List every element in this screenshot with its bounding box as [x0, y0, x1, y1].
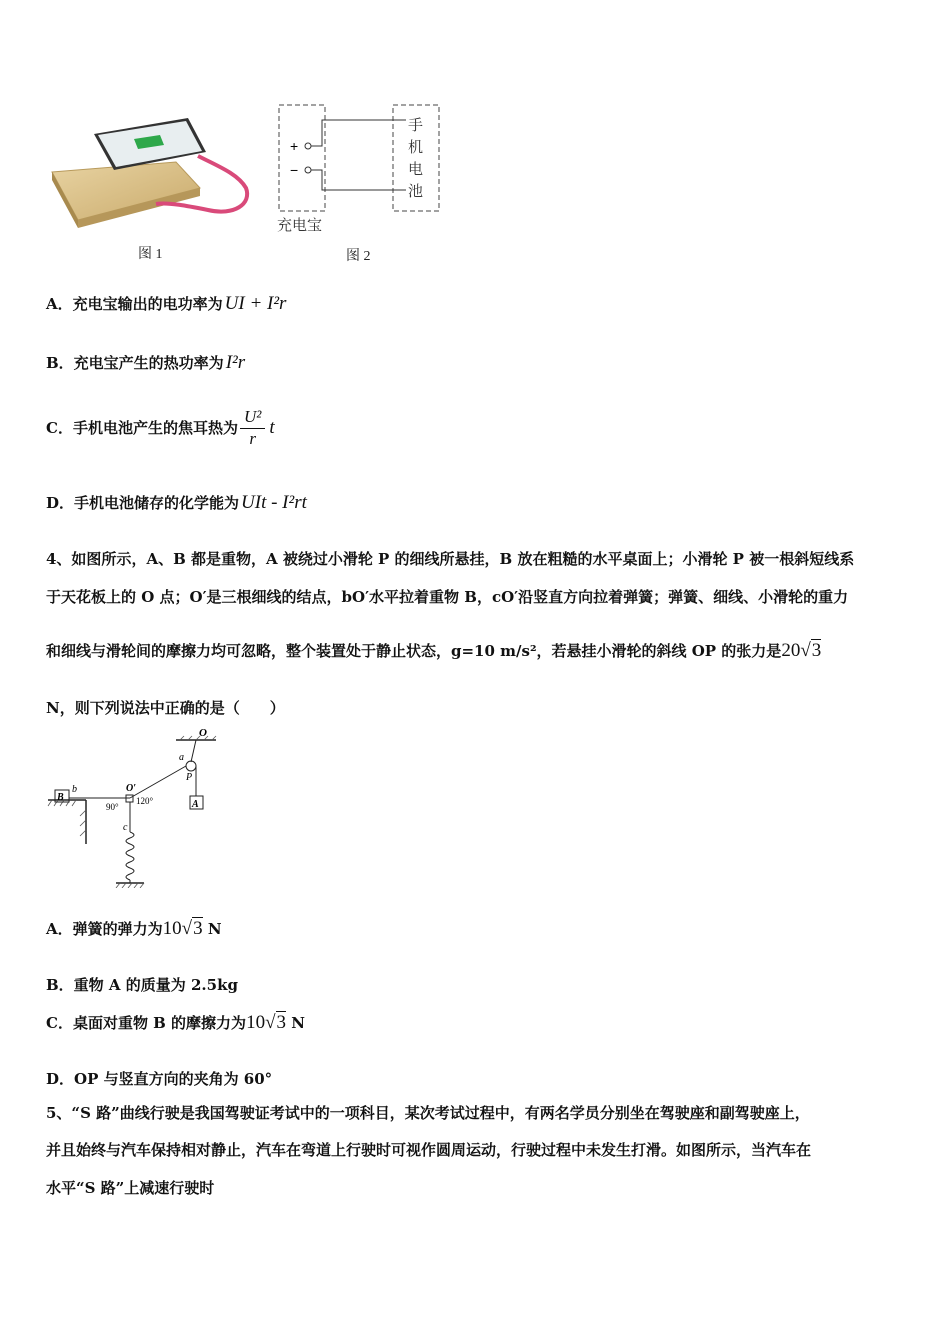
q5-line-3: 水平“S 路”上减速行驶时: [46, 1179, 215, 1197]
figure-caption-2: 图 2: [346, 249, 371, 264]
q3-option-a: A．充电宝输出的电功率为 UI + I²r: [46, 293, 287, 314]
label-c: c: [123, 822, 128, 833]
q4-line-1: 4、如图所示，A、B 都是重物，A 被绕过小滑轮 P 的细线所悬挂，B 放在粗糙的水平桌面上；小滑轮 P 被一根斜短线系: [46, 550, 855, 568]
minus-terminal-label: −: [290, 162, 299, 178]
label-p: P: [186, 772, 193, 783]
q4-line-4: N，则下列说法中正确的是（ ）: [46, 699, 285, 717]
formula-a: UI + I²r: [224, 293, 287, 314]
fraction-u2-over-r: $\frac{\text{U²}}{r}$: [240, 406, 265, 449]
q5-line-2: 并且始终与汽车保持相对静止，汽车在弯道上行驶时可视作圆周运动，行驶过程中未发生打滑。如图所示，当汽车在: [46, 1141, 812, 1159]
q4-line-3: 和细线与滑轮间的摩擦力均可忽略，整个装置处于静止状态，g=10 m/s²，若悬挂小滑轮的斜线 OP 的张力是20√3: [46, 640, 822, 661]
angle-120: 120°: [136, 796, 154, 806]
label-o: O: [199, 728, 207, 739]
circuit-diagram: [272, 100, 452, 240]
q5-line-1: 5、“S 路”曲线行驶是我国驾驶证考试中的一项科目，某次考试过程中，有两名学员分别坐在驾驶座和副驾驶座上，: [46, 1104, 810, 1122]
phone-battery-label-3: 电: [408, 160, 424, 178]
formula-d: UIt - I²rt: [241, 492, 307, 513]
twenty-root-three: 20√3: [781, 640, 822, 661]
label-b-weight: B: [57, 792, 64, 803]
pulley-diagram: [46, 728, 226, 888]
label-a: a: [179, 752, 184, 763]
q4-line-2: 于天花板上的 O 点；O′是三根细线的结点，bO′水平拉着重物 B，cO′沿竖直方向拉着弹簧；弹簧、细线、小滑轮的重力: [46, 588, 849, 606]
q4-option-c: C．桌面对重物 B 的摩擦力为10√3 N: [46, 1012, 305, 1033]
q4-option-d: D．OP 与竖直方向的夹角为 60°: [46, 1070, 273, 1088]
phone-battery-label-1: 手: [408, 116, 424, 134]
plus-terminal-label: +: [290, 138, 299, 154]
q3-option-b: B．充电宝产生的热功率为 I²r: [46, 352, 246, 373]
power-bank-phone-illustration: [48, 112, 258, 237]
label-b: b: [72, 784, 77, 795]
phone-battery-label-4: 池: [408, 182, 424, 200]
label-a-weight: A: [192, 799, 199, 810]
q4-option-a: A．弹簧的弹力为10√3 N: [46, 918, 222, 939]
q3-option-d: D．手机电池储存的化学能为 UIt - I²rt: [46, 492, 307, 513]
phone-battery-label-2: 机: [408, 138, 424, 156]
figure-caption-1: 图 1: [138, 247, 163, 262]
power-bank-label: 充电宝: [277, 216, 323, 234]
q4-option-b: B．重物 A 的质量为 2.5kg: [46, 976, 238, 994]
angle-90: 90°: [106, 802, 119, 812]
q3-option-c: C．手机电池产生的焦耳热为 $\frac{\text{U²}}{r}$ t: [46, 407, 275, 448]
formula-b: I²r: [225, 352, 246, 373]
label-o-prime: O′: [126, 783, 137, 794]
